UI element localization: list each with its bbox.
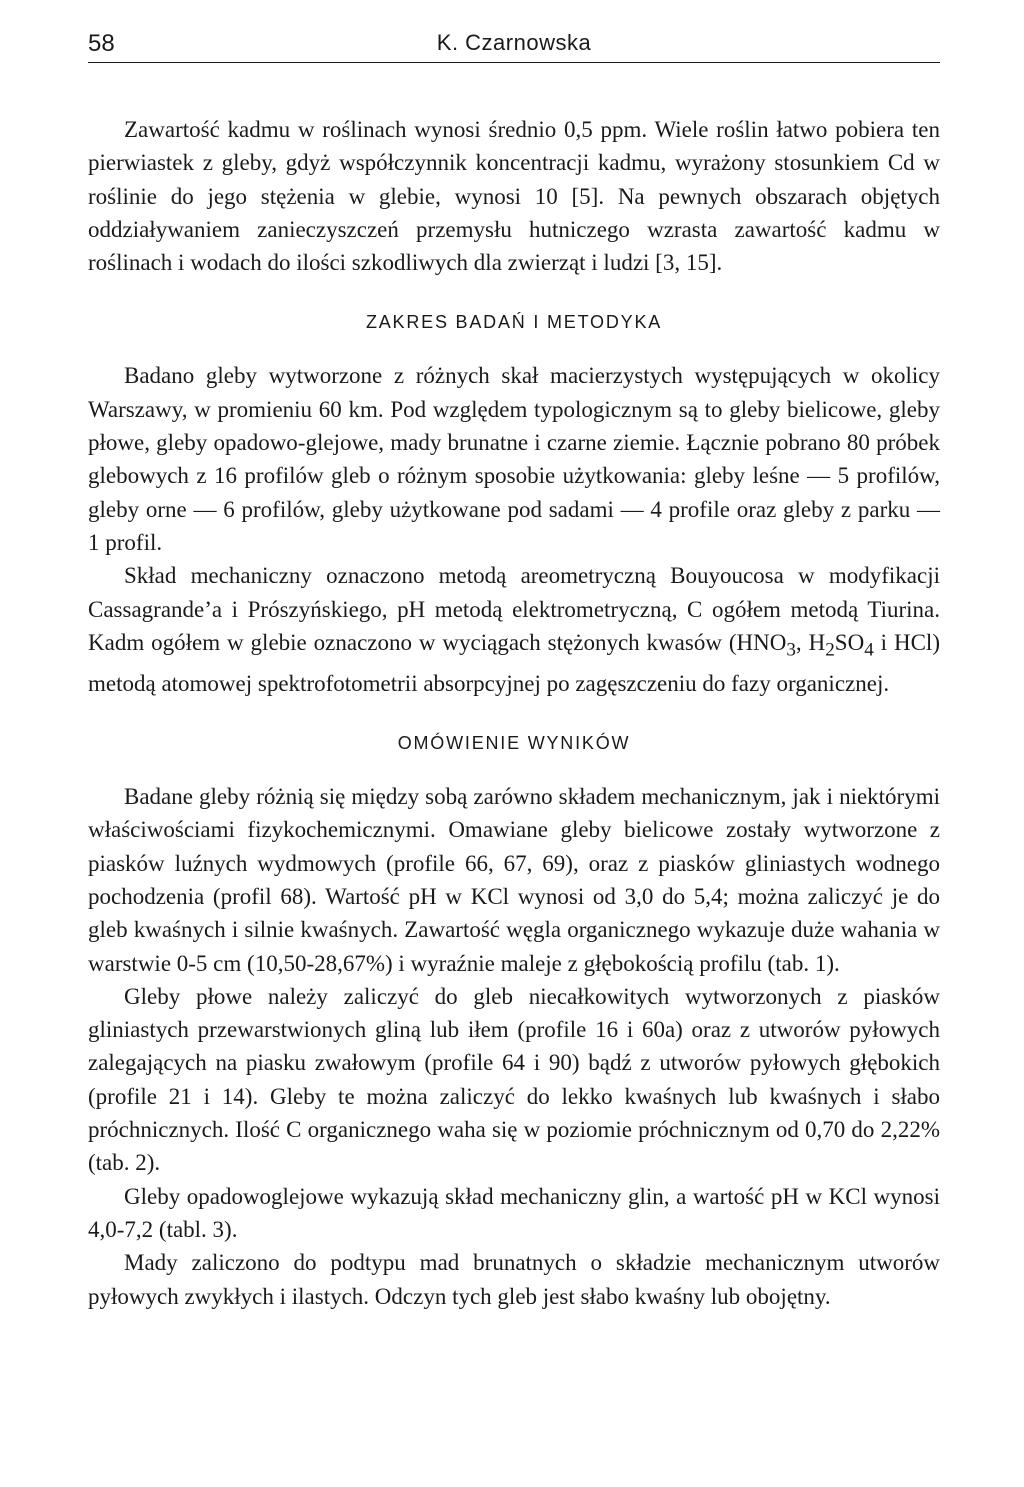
page <box>88 26 940 1313</box>
methods-text-b: , H <box>795 629 826 655</box>
running-head: K. Czarnowska <box>436 30 592 55</box>
methods-text-a: Skład mechaniczny oznaczono metodą areometryczną Bouyoucosa w modyfikacji Cassagrande’a i Prószyńskiego, pH metodą elektrometryczną, C ogółem metodą Tiurina. Kadm ogółem w glebie oznaczono w wyciągach stężonych kwasów (HNO <box>88 563 940 655</box>
methods-text-d: i HCl) metodą atomowej spektrofotometrii absorpcyjnej po zagęszczeniu do fazy organicznej. <box>88 629 940 696</box>
subscript-3: 3 <box>786 639 796 661</box>
paragraph-intro: Zawartość kadmu w roślinach wynosi średnio 0,5 ppm. Wiele roślin łatwo pobiera ten pierwiastek z gleby, gdyż współczynnik koncentracji kadmu, wyrażony stosunkiem Cd w roślinie do jego stężenia w glebie, wynosi 10 [5]. Na pewnych obszarach objętych oddziaływaniem zanieczyszczeń przemysłu hutniczego wzrasta zawartość kadmu w roślinach i wodach do ilości szkodliwych dla zwierząt i ludzi [3, 15]. <box>88 117 940 276</box>
paragraph-results-4: Mady zaliczono do podtypu mad brunatnych o składzie mechanicznym utworów pyłowych zwykłych i ilastych. Odczyn tych gleb jest słabo kwaśny lub obojętny. <box>88 1250 940 1309</box>
article-body <box>88 113 940 1313</box>
subscript-4: 4 <box>864 639 874 661</box>
paragraph-results-2: Gleby płowe należy zaliczyć do gleb niecałkowitych wytworzonych z piasków gliniastych przewarstwionych gliną lub iłem (profile 16 i 60a) oraz z utworów pyłowych zalegających na piasku zwałowym (profile 64 i 90) bądź z utworów pyłowych głębokich (profile 21 i 14). Gleby te można zaliczyć do lekko kwaśnych lub kwaśnych i słabo próchnicznych. Ilość C organicznego waha się w poziomie próchnicznym od 0,70 do 2,22% (tab. 2). <box>88 983 940 1176</box>
paragraph-methods-1: Badano gleby wytworzone z różnych skał macierzystych występujących w okolicy Warszawy, w promieniu 60 km. Pod względem typologicznym są to gleby bielicowe, gleby płowe, gleby opadowo-glejowe, mady brunatne i czarne ziemie. Łącznie pobrano 80 próbek glebowych z 16 profilów gleb o różnym sposobie użytkowania: gleby leśne — 5 profilów, gleby orne — 6 profilów, gleby użytkowane pod sadami — 4 profile oraz gleby z parku — 1 profil. <box>88 363 940 555</box>
section-heading-results: OMÓWIENIE WYNIKÓW <box>397 733 631 754</box>
subscript-2: 2 <box>825 639 835 661</box>
paragraph-results-3: Gleby opadowoglejowe wykazują skład mechaniczny glin, a wartość pH w KCl wynosi 4,0-7,2 (tabl. 3). <box>88 1183 940 1242</box>
methods-text-c: SO <box>834 629 865 655</box>
paragraph-results-1: Badane gleby różnią się między sobą zarówno składem mechanicznym, jak i niektórymi właściwościami fizykochemicznymi. Omawiane gleby bielicowe zostały wytworzone z piasków luźnych wydmowych (profile 66, 67, 69), oraz z piasków gliniastych wodnego pochodzenia (profil 68). Wartość pH w KCl wynosi od 3,0 do 5,4; można zaliczyć je do gleb kwaśnych i silnie kwaśnych. Zawartość węgla organicznego wykazuje duże wahania w warstwie 0-5 cm (10,50-28,67%) i wyraźnie maleje z głębokością profilu (tab. 1). <box>88 784 940 976</box>
paragraph-methods-2 <box>88 559 940 700</box>
page-header <box>88 26 940 63</box>
page-number: 58 <box>88 30 115 57</box>
section-heading-methods: ZAKRES BADAŃ I METODYKA <box>365 312 663 333</box>
